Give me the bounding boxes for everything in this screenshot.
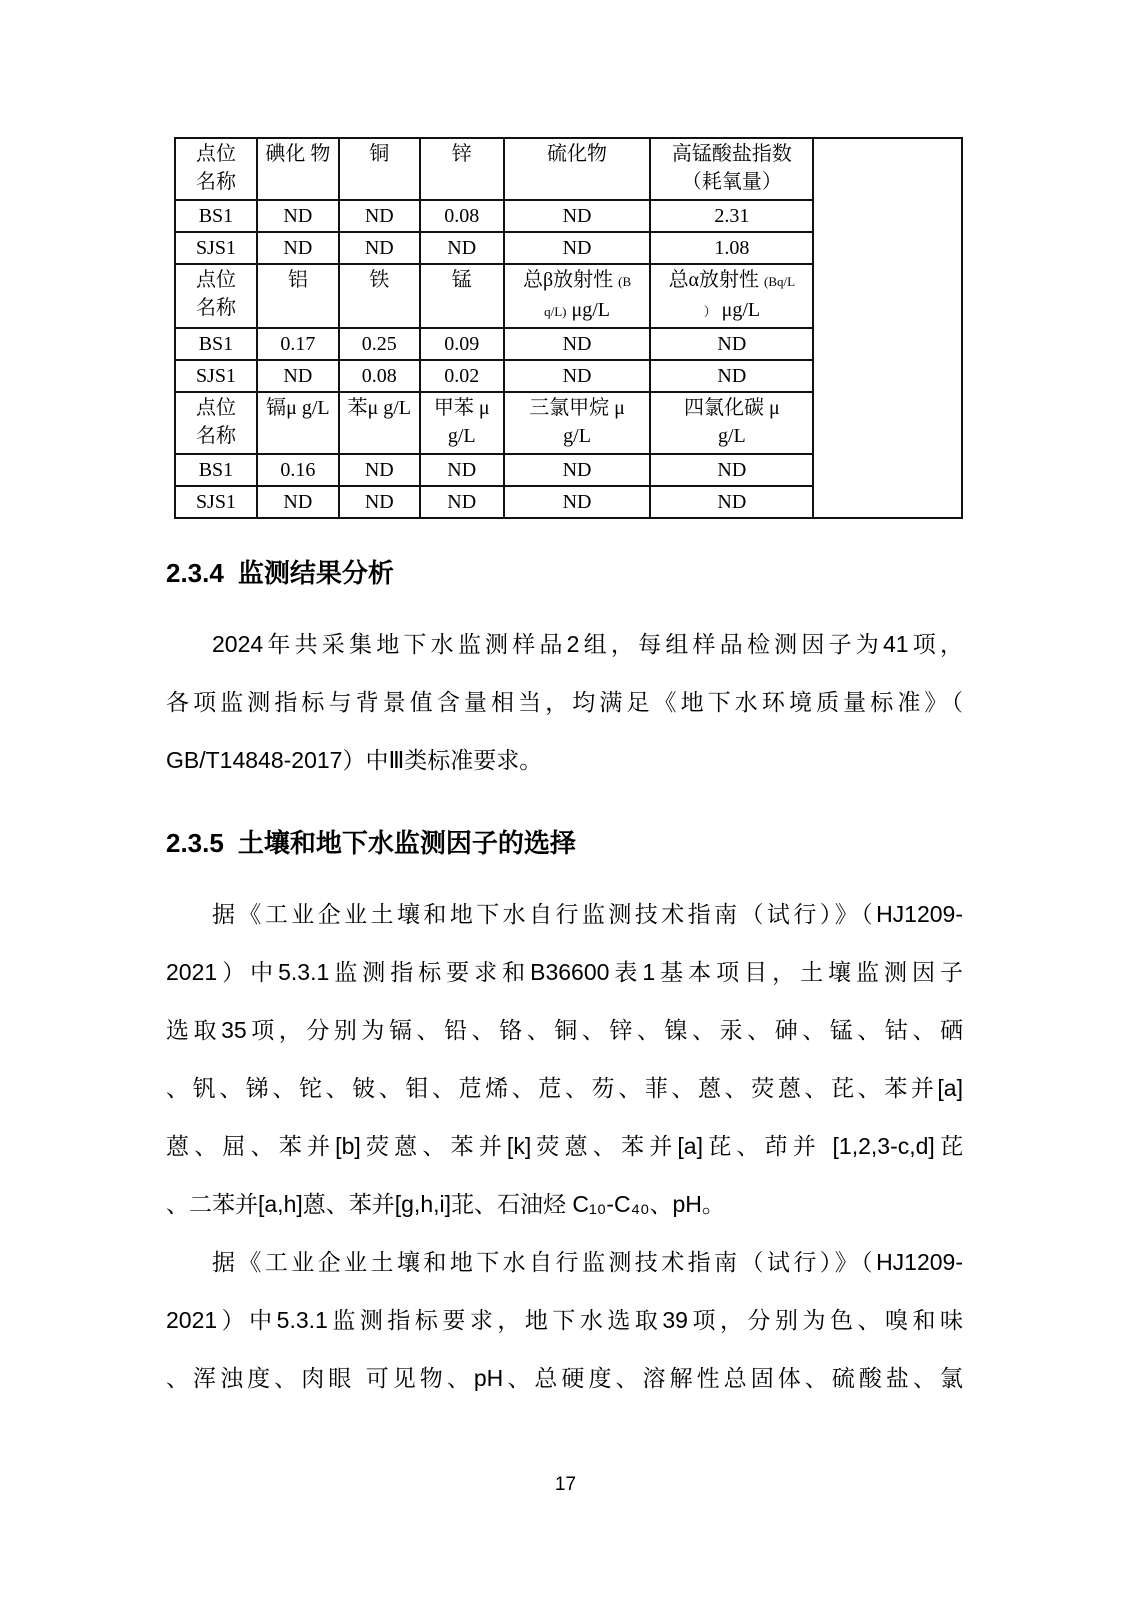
table-cell: ND [504, 328, 651, 360]
table-cell: BS1 [175, 454, 257, 486]
table-cell [504, 264, 651, 328]
table-cell: 铁 [339, 264, 420, 328]
table-cell: 0.16 [257, 454, 339, 486]
text-line: 据《工业企业土壤和地下水自行监测技术指南（试行）》（HJ1209- [212, 901, 963, 927]
table-cell: ND [504, 232, 651, 264]
text-line: 2021）中5.3.1监测指标要求和B36600表1基本项目，土壤监测因子 [166, 959, 963, 985]
section-number: 2.3.4 [166, 558, 224, 588]
table-cell: ND [650, 328, 813, 360]
section-heading-2-3-4 [166, 555, 963, 591]
page-content [166, 0, 963, 1407]
text-line: 、二苯并[a,h]蒽、苯并[g,h,i]苝、石油烃 C₁₀-C₄₀、pH。 [166, 1191, 725, 1217]
table-body [175, 138, 962, 518]
table-cell: ND [420, 486, 504, 518]
table-cell: ND [420, 232, 504, 264]
table-cell: 2.31 [650, 200, 813, 232]
text-line: 、钒、锑、铊、铍、钼、苊烯、苊、芴、菲、蒽、荧蒽、芘、苯并[a] [166, 1075, 963, 1101]
table-cell: 点位 名称 [175, 138, 257, 200]
cell-text-segment: (B [618, 274, 632, 289]
section-heading-2-3-5 [166, 825, 963, 861]
table-cell: SJS1 [175, 360, 257, 392]
text-line: 蒽、屈、苯并[b]荧蒽、苯并[k]荧蒽、苯并[a]芘、茚并 [1,2,3-c,d]芘 [166, 1133, 963, 1159]
table-cell: 0.25 [339, 328, 420, 360]
table-header-row [175, 138, 962, 200]
table-cell: 四氯化碳 μ g/L [650, 392, 813, 454]
section-number: 2.3.5 [166, 828, 224, 858]
table-cell: 铝 [257, 264, 339, 328]
paragraph-monitoring-results [166, 615, 963, 789]
table-cell: 锰 [420, 264, 504, 328]
paragraph-groundwater-factors [166, 1233, 963, 1407]
text-line: 各项监测指标与背景值含量相当，均满足《地下水环境质量标准》（ [166, 689, 963, 715]
table-cell: ND [339, 486, 420, 518]
table-cell: 0.09 [420, 328, 504, 360]
table-cell: SJS1 [175, 232, 257, 264]
table-cell: 苯μ g/L [339, 392, 420, 454]
table-cell: 1.08 [650, 232, 813, 264]
text-line: GB/T14848-2017）中Ⅲ类标准要求。 [166, 747, 543, 773]
table-cell: 0.17 [257, 328, 339, 360]
table-cell: ND [650, 486, 813, 518]
cell-text-segment: 总β放射性 [522, 269, 619, 291]
text-line: 2024年共采集地下水监测样品2组，每组样品检测因子为41项， [212, 631, 963, 657]
table-cell: ND [504, 200, 651, 232]
table-cell: 镉μ g/L [257, 392, 339, 454]
table-cell: ND [504, 454, 651, 486]
table-cell: 甲苯 μ g/L [420, 392, 504, 454]
groundwater-monitoring-table [174, 137, 963, 519]
section-title: 土壤和地下水监测因子的选择 [237, 828, 576, 858]
table-cell: 点位 名称 [175, 392, 257, 454]
table-cell: 碘化 物 [257, 138, 339, 200]
page-number: 17 [554, 1474, 577, 1495]
table-cell: ND [420, 454, 504, 486]
cell-text-segment: ） [703, 304, 717, 319]
table-cell: ND [339, 232, 420, 264]
table-cell: ND [339, 454, 420, 486]
table-cell: ND [257, 360, 339, 392]
table-cell: 铜 [339, 138, 420, 200]
table-cell: 0.08 [420, 200, 504, 232]
table-cell: 锌 [420, 138, 504, 200]
cell-text-segment: q/L) [544, 304, 567, 319]
table-cell: 0.08 [339, 360, 420, 392]
table-cell: BS1 [175, 328, 257, 360]
section-title: 监测结果分析 [237, 558, 394, 588]
cell-text-segment: 总α放射性 [668, 269, 765, 291]
table-cell [650, 264, 813, 328]
cell-text-segment: (Bq/L [764, 274, 796, 289]
table-cell: ND [257, 200, 339, 232]
text-line: 据《工业企业土壤和地下水自行监测技术指南（试行）》（HJ1209- [212, 1249, 963, 1275]
text-line: 选取35项，分别为镉、铅、铬、铜、锌、镍、汞、砷、锰、钴、硒 [166, 1017, 963, 1043]
table-cell: 点位 名称 [175, 264, 257, 328]
paragraph-soil-factors [166, 885, 963, 1233]
table-cell: 0.02 [420, 360, 504, 392]
table-cell: 高锰酸盐指数 （耗氧量） [650, 138, 813, 200]
table-empty-column [813, 138, 962, 518]
table-cell: SJS1 [175, 486, 257, 518]
text-line: 、浑浊度、肉眼 可见物、pH、总硬度、溶解性总固体、硫酸盐、氯 [166, 1365, 963, 1391]
cell-text-segment: μg/L [716, 299, 761, 321]
table-cell: ND [650, 454, 813, 486]
table-cell: ND [504, 360, 651, 392]
table-cell: ND [339, 200, 420, 232]
table-cell: ND [504, 486, 651, 518]
cell-text-segment: μg/L [566, 299, 610, 321]
table-cell: BS1 [175, 200, 257, 232]
table-cell: 硫化物 [504, 138, 651, 200]
table-cell: 三氯甲烷 μ g/L [504, 392, 651, 454]
text-line: 2021）中5.3.1监测指标要求，地下水选取39项，分别为色、嗅和味 [166, 1307, 963, 1333]
table-cell: ND [650, 360, 813, 392]
table-cell: ND [257, 486, 339, 518]
table-cell: ND [257, 232, 339, 264]
